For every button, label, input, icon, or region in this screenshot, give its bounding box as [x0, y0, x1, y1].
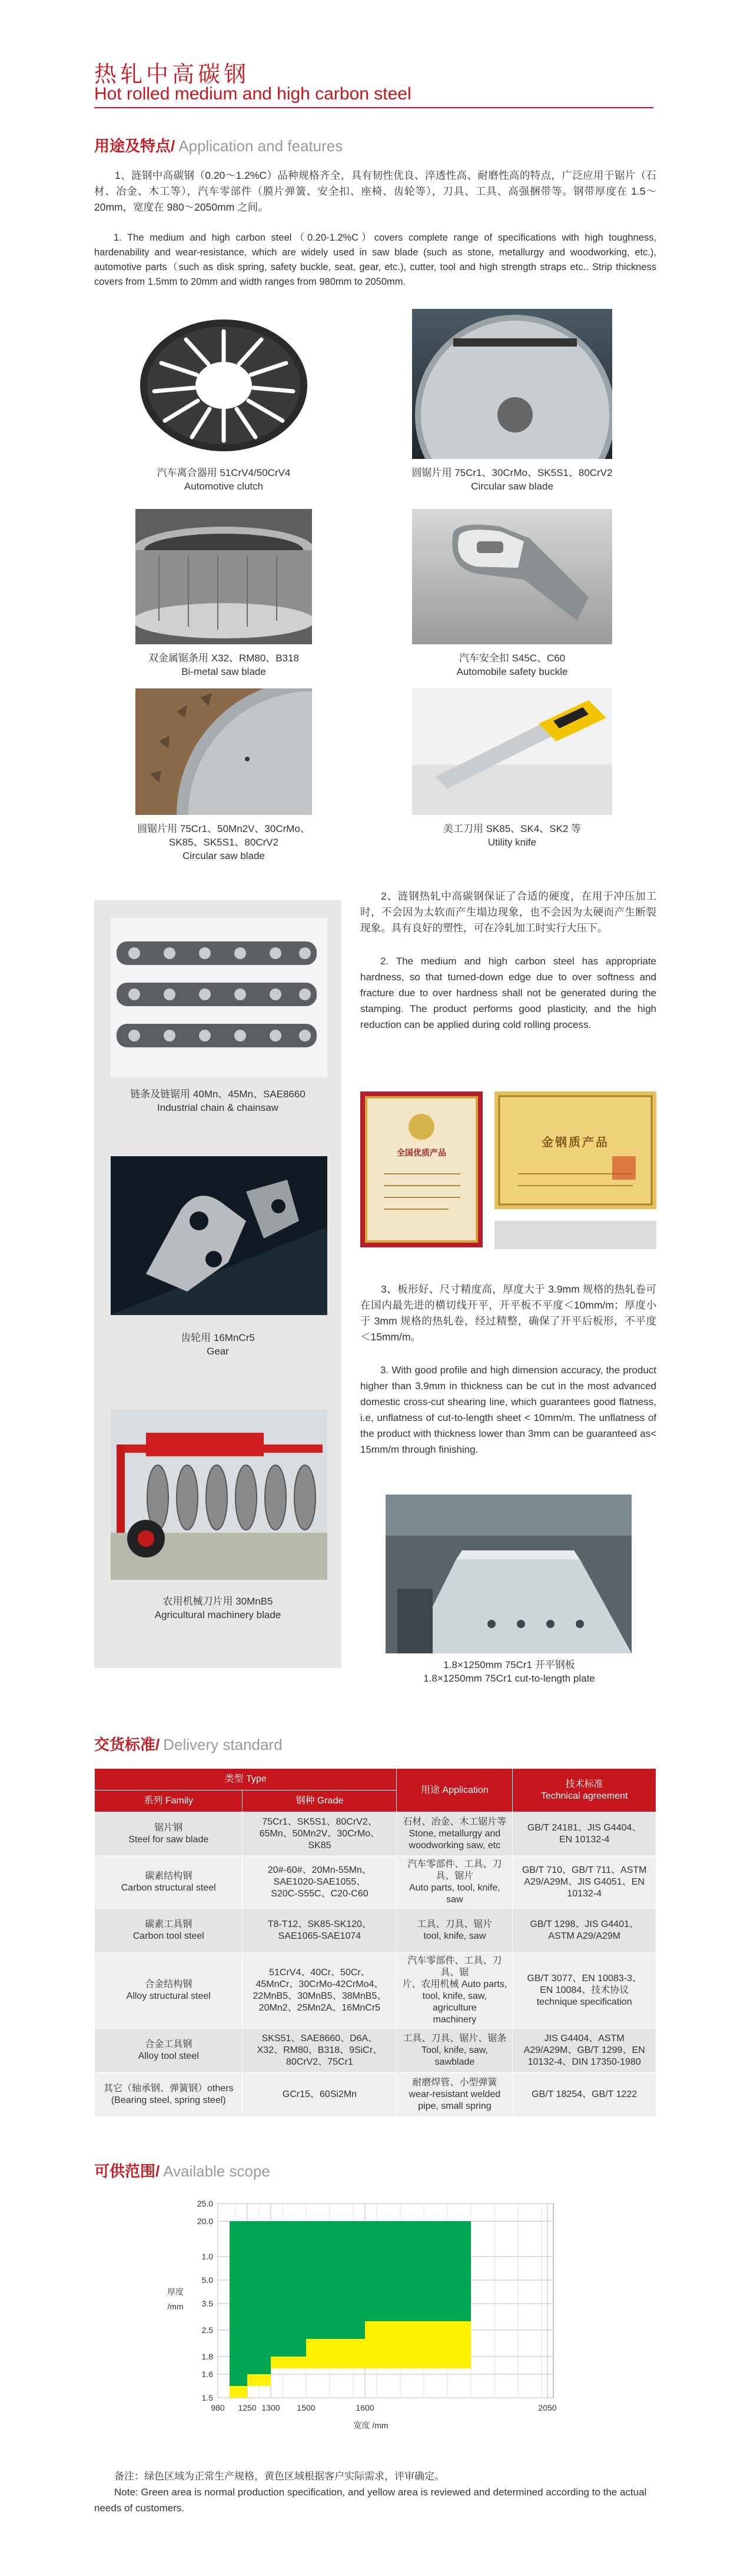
x-tick-label: 980	[211, 2403, 225, 2412]
x-tick-label: 1250	[238, 2403, 257, 2412]
cell-family: 锯片钢 Steel for saw blade	[95, 1812, 243, 1856]
chain-caption	[100, 1087, 336, 1114]
header-standard	[513, 1769, 656, 1812]
circular-saw-photo-1	[412, 309, 612, 459]
y-tick-label: 2.5	[201, 2325, 213, 2335]
chain-caption-cn: 链条及链锯用 40Mn、45Mn、SAE8660	[130, 1089, 306, 1100]
circular-saw-caption-2-cn2: SK85、SK5S1、80CrV2	[168, 837, 279, 848]
clutch-photo	[135, 309, 312, 459]
scope-heading	[94, 2159, 270, 2181]
gear-caption-cn: 齿轮用 16MnCr5	[181, 1332, 255, 1343]
delivery-heading-en: Delivery standard	[163, 1736, 283, 1753]
cell-std: GB/T 18254、GB/T 1222	[513, 2073, 656, 2117]
applications-para2-en: 2. The medium and high carbon steel has appropriate hardness, so that turned-down edge due to over softness and fracture due to over hardness shall not be generated during the stamping. The product performs good plasticity, and the high reduction can be applied during cold rolling process.	[360, 956, 656, 1030]
bimetal-saw-caption-en: Bi-metal saw blade	[181, 666, 266, 677]
agricultural-blade-caption	[100, 1595, 336, 1622]
cut-to-length-plate-caption-en: 1.8×1250mm 75Cr1 cut-to-length plate	[423, 1673, 595, 1684]
cell-std: JIS G4404、ASTM A29/A29M、GB/T 1299、EN 10132-4、DIN 17350-1980	[513, 2029, 656, 2073]
safety-buckle-caption-cn: 汽车安全扣 S45C、C60	[459, 653, 566, 664]
table-row	[95, 1909, 656, 1953]
certificate-1	[360, 1091, 483, 1247]
clutch-caption-en: Automotive clutch	[184, 481, 264, 492]
applications-heading-cn: 用途及特点/	[94, 137, 175, 155]
cell-std: GB/T 3077、EN 10083-3、 EN 10084、技术协议 technique specification	[513, 1953, 656, 2029]
cell-family: 合金结构钢 Alloy structural steel	[95, 1953, 243, 2029]
cell-grade: SKS51、SAE8660、D6A、 X32、RM80、B318、9SiCr、 80CrV2、75Cr1	[243, 2029, 397, 2073]
utility-knife-caption-cn: 美工刀用 SK85、SK4、SK2 等	[443, 823, 582, 834]
x-tick-label: 1300	[261, 2403, 280, 2412]
y-axis-label: 厚度	[167, 2287, 184, 2297]
cell-family: 碳素工具钢 Carbon tool steel	[95, 1909, 243, 1953]
header-grade: 钢种 Grade	[243, 1790, 397, 1812]
cell-grade: T8-T12、SK85-SK120、 SAE1065-SAE1074	[243, 1909, 397, 1953]
clutch-caption	[112, 466, 336, 493]
applications-para3-en: 3. With good profile and high dimension accuracy, the product higher than 3.9mm in thickness can be cut in the most advanced domestic cross-cut shearing line, which guarantees good flatness, i.e, unflatness of cut-to-length sheet < 10mm/m. The unflatness of the product with thickness lower than 3mm can be guaranteed as< 15mm/m through finishing.	[360, 1364, 656, 1455]
title-divider	[94, 107, 653, 108]
scope-heading-cn: 可供范围/	[94, 2162, 160, 2180]
clutch-caption-cn: 汽车离合器用 51CrV4/50CrV4	[157, 467, 291, 478]
cell-app: 汽车零部件、工具、刀具、锯 片、农用机械 Auto parts, tool, knife, saw, agriculture machinery	[397, 1953, 513, 2029]
y-tick-label: 20.0	[197, 2216, 213, 2226]
circular-saw-caption-1-en: Circular saw blade	[471, 481, 553, 492]
scope-note-en: Note: Green area is normal production specification, and yellow area is reviewed and determined according to the actual needs of customers.	[94, 2487, 647, 2514]
cell-app: 汽车零部件、工具、刀具、锯片 Auto parts, tool, knife, saw	[397, 1856, 513, 1909]
agricultural-blade-caption-cn: 农用机械刀片用 30MnB5	[162, 1596, 273, 1607]
applications-heading	[94, 134, 343, 156]
utility-knife-photo	[412, 688, 612, 815]
cell-family: 合金工具钢 Alloy tool steel	[95, 2029, 243, 2073]
scope-chart	[141, 2198, 589, 2433]
cell-grade: 20#-60#、20Mn-55Mn、 SAE1020-SAE1055、 S20C-S55C、C20-C60	[243, 1856, 397, 1909]
circular-saw-photo-2	[135, 688, 312, 815]
utility-knife-caption-en: Utility knife	[487, 837, 537, 848]
scope-heading-en: Available scope	[163, 2162, 270, 2180]
safety-buckle-caption-en: Automobile safety buckle	[456, 666, 568, 677]
delivery-table-body	[95, 1812, 656, 2117]
y-tick-label: 1.8	[201, 2352, 213, 2361]
table-row	[95, 1812, 656, 1856]
scope-note	[94, 2468, 656, 2516]
header-standard-cn: 技术标准	[565, 1779, 603, 1789]
header-application: 用途 Application	[397, 1769, 513, 1812]
safety-buckle-photo	[412, 509, 612, 644]
header-standard-en: Technical agreement	[540, 1790, 628, 1801]
gear-caption	[100, 1331, 336, 1358]
circular-saw-caption-1-cn: 圆锯片用 75Cr1、30CrMo、SK5S1、80CrV2	[411, 467, 613, 478]
y-tick-label: 3.5	[201, 2299, 213, 2308]
certificate-2	[494, 1091, 656, 1209]
utility-knife-caption	[389, 822, 636, 849]
y-tick-label: 1.6	[201, 2369, 213, 2379]
cell-family: 其它（轴承钢、弹簧钢）others (Bearing steel, spring steel)	[95, 2073, 243, 2117]
x-axis-label: 宽度 /mm	[353, 2421, 389, 2430]
cell-std: GB/T 1298、JIS G4401、 ASTM A29/A29M	[513, 1909, 656, 1953]
cell-family: 碳素结构钢 Carbon structural steel	[95, 1856, 243, 1909]
table-row	[95, 1856, 656, 1909]
agricultural-blade-photo	[111, 1409, 327, 1580]
certificate-placeholder	[494, 1221, 656, 1249]
cell-app: 工具、刀具、锯片 tool, knife, saw	[397, 1909, 513, 1953]
agricultural-blade-caption-en: Agricultural machinery blade	[154, 1609, 281, 1620]
applications-para3-cn: 3、板形好、尺寸精度高，厚度大于 3.9mm 规格的热轧卷可在国内最先进的横切线开平，开平板不平度＜10mm/m；厚度小于 3mm 规格的热轧卷，经过精整，确保了开平后板形，不平度＜15mm/m。	[360, 1283, 656, 1343]
cut-to-length-plate-caption	[353, 1658, 665, 1685]
bimetal-saw-caption-cn: 双金属锯条用 X32、RM80、B318	[148, 653, 300, 664]
delivery-heading-cn: 交货标准/	[94, 1736, 160, 1753]
y-tick-label: 25.0	[197, 2199, 213, 2208]
delivery-heading	[94, 1733, 283, 1755]
certificate-1-title: 全国优质产品	[397, 1148, 446, 1157]
circular-saw-caption-1	[389, 466, 636, 493]
applications-para1-cn: 1、涟钢中高碳钢（0.20～1.2%C）品种规格齐全，具有韧性优良、淬透性高、耐磨性高的特点，广泛应用于锯片（石材、冶金、木工等），汽车零部件（膜片弹簧、安全扣、座椅、齿轮等），刀具、工具、高强捆带等。钢带厚度在 1.5～20mm，宽度在 980～2050mm 之间。	[94, 169, 656, 213]
cell-grade: GCr15、60Si2Mn	[243, 2073, 397, 2117]
table-row	[95, 1953, 656, 2029]
bimetal-saw-photo	[135, 509, 312, 644]
page-title-en: Hot rolled medium and high carbon steel	[94, 84, 411, 104]
circular-saw-caption-2	[112, 822, 336, 863]
page-title-cn: 热轧中高碳钢	[94, 61, 250, 87]
header-family: 系列 Family	[95, 1790, 243, 1812]
x-tick-label: 1600	[356, 2403, 374, 2412]
bimetal-saw-caption	[112, 651, 336, 678]
y-tick-label: 1.5	[201, 2393, 213, 2402]
scope-note-cn: 备注：绿色区域为正常生产规格，黄色区域根据客户实际需求，评审确定。	[114, 2471, 444, 2482]
cut-to-length-plate-photo	[386, 1495, 632, 1653]
x-tick-label: 2050	[538, 2403, 557, 2412]
circular-saw-caption-2-en: Circular saw blade	[182, 850, 265, 861]
cell-app: 石材、冶金、木工锯片等 Stone, metallurgy and woodworking saw, etc	[397, 1812, 513, 1856]
chain-photo	[111, 918, 327, 1077]
chain-caption-en: Industrial chain & chainsaw	[157, 1102, 278, 1113]
y-tick-label: 1.0	[201, 2252, 213, 2261]
table-row	[95, 2029, 656, 2073]
certificate-2-title: 金钢质产品	[542, 1136, 609, 1149]
circular-saw-caption-2-cn: 圆锯片用 75Cr1、50Mn2V、30CrMo、	[137, 823, 310, 834]
applications-heading-en: Application and features	[178, 137, 343, 155]
x-tick-label: 1500	[297, 2403, 316, 2412]
cell-app: 工具、刀具、锯片、锯条 Tool, knife, saw, sawblade	[397, 2029, 513, 2073]
cell-std: GB/T 710、GB/T 711、ASTM A29/A29M、JIS G4051、EN 10132-4	[513, 1856, 656, 1909]
applications-para1-en: 1. The medium and high carbon steel（0.20-1.2%C）covers complete range of specifications with high toughness, hardenability and wear-resistance, which are widely used in saw blade (such as stone, metallurgy and woodworking, etc.), automotive parts（such as disk spring, safety buckle, seat, gear, etc.), cutter, tool and high strength straps etc.. Strip thickness covers from 1.5mm to 20mm and width ranges from 980mm to 2050mm.	[94, 232, 656, 287]
cell-grade: 51CrV4、40Cr、50Cr、 45MnCr、30CrMo-42CrMo4、 22MnB5、30MnB5、38MnB5、 20Mn2、25Mn2A、16MnCr5	[243, 1953, 397, 2029]
cut-to-length-plate-caption-cn: 1.8×1250mm 75Cr1 开平钢板	[443, 1659, 575, 1670]
cell-std: GB/T 24181、JIS G4404、 EN 10132-4	[513, 1812, 656, 1856]
y-axis-unit: /mm	[167, 2302, 184, 2311]
y-tick-label: 5.0	[201, 2275, 213, 2285]
gear-caption-en: Gear	[207, 1346, 229, 1357]
applications-para2-cn: 2、涟钢热轧中高碳钢保证了合适的硬度，在用于冲压加工时，不会因为太软而产生塌边现象，也不会因为太硬而产生断裂现象。具有良好的塑性，可在冷轧加工时实行大压下。	[360, 890, 656, 934]
table-row	[95, 2073, 656, 2117]
safety-buckle-caption	[389, 651, 636, 678]
cell-app: 耐磨焊管、小型弹簧 wear-resistant welded pipe, small spring	[397, 2073, 513, 2117]
gear-photo	[111, 1156, 327, 1315]
delivery-table	[94, 1768, 656, 2117]
header-type: 类型 Type	[95, 1769, 397, 1790]
cell-grade: 75Cr1、SK5S1、80CrV2、 65Mn、50Mn2V、30CrMo、 SK85	[243, 1812, 397, 1856]
